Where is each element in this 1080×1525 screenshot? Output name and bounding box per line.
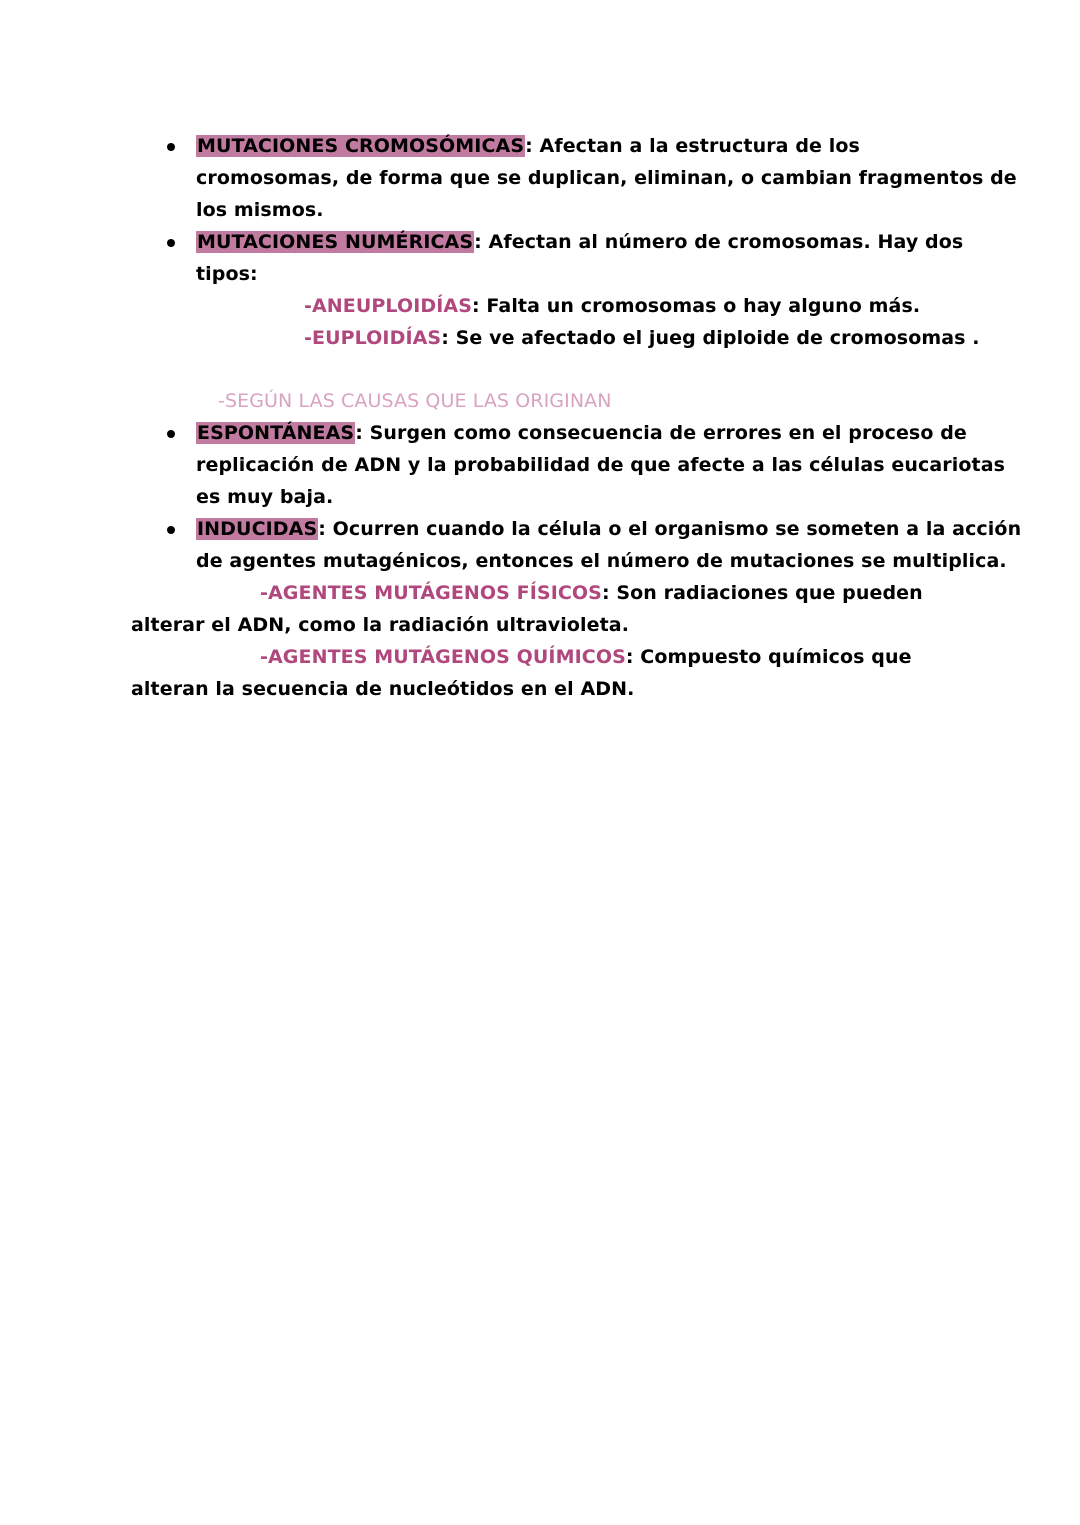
text-numericas-1: : Afectan al número de cromosomas. Hay dos <box>474 231 964 253</box>
bullet-icon <box>167 239 175 247</box>
bullet-icon <box>167 526 175 534</box>
euploidias-line <box>304 322 980 354</box>
text-inducidas-2: de agentes mutagénicos, entonces el número de mutaciones se multiplica. <box>196 550 1007 572</box>
item-cromosomicas-line1 <box>196 130 860 162</box>
item-espontaneas-line1 <box>196 417 967 449</box>
text-cromosomicas-3: los mismos. <box>196 199 324 221</box>
text-agentes-fisicos-2: alterar el ADN, como la radiación ultravioleta. <box>131 614 630 636</box>
term-agentes-quimicos: -AGENTES MUTÁGENOS QUÍMICOS <box>260 646 626 668</box>
term-espontaneas: ESPONTÁNEAS <box>197 422 355 444</box>
section-heading-causas: -SEGÚN LAS CAUSAS QUE LAS ORIGINAN <box>218 390 612 412</box>
term-aneuploidias: -ANEUPLOIDÍAS <box>304 295 473 317</box>
term-cromosomicas: MUTACIONES CROMOSÓMICAS <box>197 135 525 157</box>
agentes-fisicos-line1 <box>260 577 923 609</box>
term-numericas: MUTACIONES NUMÉRICAS <box>197 231 474 253</box>
text-numericas-2: tipos: <box>196 263 258 285</box>
text-agentes-fisicos-1: : Son radiaciones que pueden <box>601 582 923 604</box>
term-agentes-fisicos: -AGENTES MUTÁGENOS FÍSICOS <box>260 582 602 604</box>
text-agentes-quimicos-1: : Compuesto químicos que <box>625 646 912 668</box>
text-inducidas-1: : Ocurren cuando la célula o el organismo se someten a la acción <box>318 518 1022 540</box>
text-agentes-quimicos-2: alteran la secuencia de nucleótidos en el ADN. <box>131 678 635 700</box>
aneuploidias-line <box>304 290 920 322</box>
item-inducidas-line1 <box>196 513 1021 545</box>
term-inducidas: INDUCIDAS <box>197 518 318 540</box>
bullet-icon <box>167 430 175 438</box>
text-espontaneas-3: es muy baja. <box>196 486 334 508</box>
text-aneuploidias: : Falta un cromosomas o hay alguno más. <box>472 295 921 317</box>
bullet-icon <box>167 143 175 151</box>
text-euploidias: : Se ve afectado el jueg diploide de cromosomas . <box>441 327 980 349</box>
term-euploidias: -EUPLOIDÍAS <box>304 327 442 349</box>
text-espontaneas-1: : Surgen como consecuencia de errores en el proceso de <box>355 422 967 444</box>
text-espontaneas-2: replicación de ADN y la probabilidad de que afecte a las células eucariotas <box>196 454 1006 476</box>
text-cromosomicas-1: : Afectan a la estructura de los <box>525 135 860 157</box>
item-numericas-line1 <box>196 226 963 258</box>
text-cromosomicas-2: cromosomas, de forma que se duplican, eliminan, o cambian fragmentos de <box>196 167 1017 189</box>
agentes-quimicos-line1 <box>260 641 912 673</box>
